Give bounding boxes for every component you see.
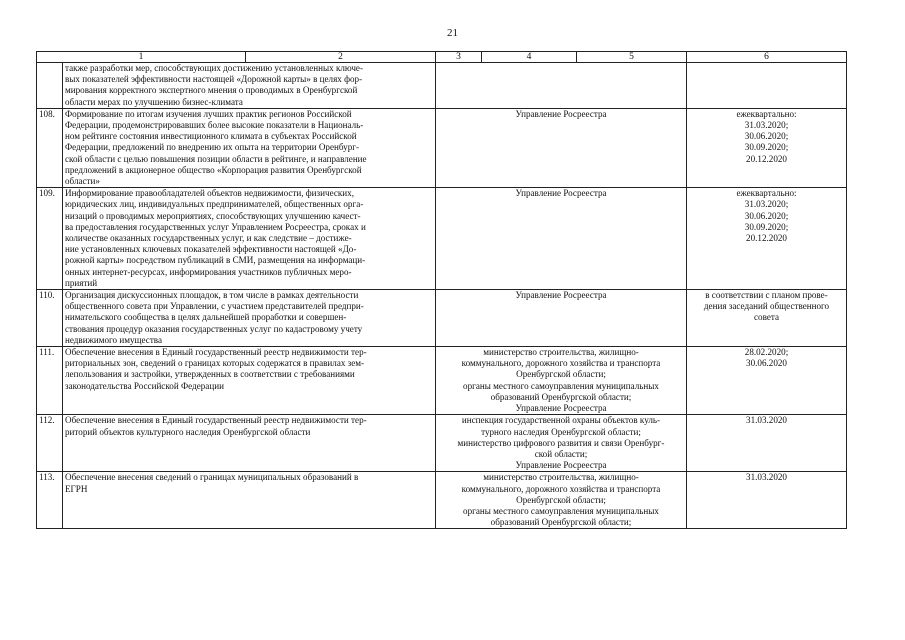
deadline-line: 31.03.2020; — [744, 199, 789, 210]
executor-line: ской области; — [534, 448, 588, 459]
description-line: мирования корректного экспертного мнения о проводимых в Оренбургской — [65, 85, 358, 96]
description-line: юридических лиц, индивидуальных предпринимателей, общественных орга- — [65, 199, 364, 210]
description-line: низаций о проводимых мероприятиях, способствующих улучшению качест- — [65, 210, 361, 221]
description-line: Обеспечение внесения сведений о границах муниципальных образований в — [65, 472, 359, 483]
description-line: области мерах по улучшению бизнес-климата — [65, 96, 243, 107]
deadline — [687, 63, 847, 109]
header-col-2: 2 — [246, 52, 436, 63]
roadmap-table — [36, 51, 847, 529]
header-col-6: 6 — [687, 52, 847, 63]
executor-line: коммунального, дорожного хозяйства и транспорта — [461, 483, 661, 494]
header-col-5: 5 — [577, 52, 687, 63]
description-line: ской области с целью повышения позиции области в рейтинге, и направление — [65, 153, 367, 164]
executor-line: образований Оренбургской области; — [490, 391, 632, 402]
deadline — [687, 290, 847, 347]
measure-description — [63, 347, 436, 415]
executor-line: Управление Росреестра — [515, 108, 607, 119]
row-number: 111. — [37, 347, 63, 415]
deadline-line: 30.09.2020; — [744, 142, 789, 153]
deadline-line: 31.03.2020 — [746, 415, 787, 426]
description-line: ва предоставления государственных услуг Управлением Росреестра, сроках и — [65, 221, 366, 232]
description-line: общественного совета при Управлении, с участием представителей предпри- — [65, 301, 364, 312]
deadline-line: 31.03.2020; — [744, 120, 789, 131]
table-row — [37, 347, 847, 415]
description-line: рожной карты» посредством публикаций в СМИ, размещения на информаци- — [65, 255, 366, 266]
description-line: Формирование по итогам изучения лучших практик регионов Российской — [65, 108, 352, 119]
row-number — [37, 63, 63, 109]
deadline-line: 28.02.2020; — [744, 347, 789, 358]
deadline-line: 31.03.2020 — [746, 472, 787, 483]
responsible-executor — [436, 188, 687, 290]
executor-line: министерство цифрового развития и связи Оренбург- — [457, 437, 665, 448]
header-col-4: 4 — [482, 52, 577, 63]
description-line: Информирование правообладателей объектов недвижимости, физических, — [65, 188, 354, 199]
table-row — [37, 108, 847, 187]
table-row — [37, 415, 847, 472]
executor-line: Оренбургской области; — [516, 494, 606, 505]
measure-description — [63, 290, 436, 347]
executor-line: Управление Росреестра — [515, 460, 607, 471]
description-line: нимательского сообщества в целях дальнейшей проработки и совершен- — [65, 312, 347, 323]
deadline — [687, 108, 847, 187]
executor-line: турного наследия Оренбургской области; — [481, 426, 641, 437]
description-line: вых показателей эффективности настоящей «Дорожной карты» в целях фор- — [65, 74, 363, 85]
executor-line: органы местного самоуправления муниципальных — [463, 380, 659, 391]
description-line: ЕГРН — [65, 483, 88, 494]
row-number: 108. — [37, 108, 63, 187]
deadline-line: 30.06.2020; — [744, 210, 789, 221]
description-line: Федерации, предложений по внедрению их опыта на территории Оренбург- — [65, 142, 360, 153]
description-line: приятий — [65, 277, 98, 288]
executor-line: министерство строительства, жилищно- — [483, 472, 639, 483]
header-col-3: 3 — [436, 52, 482, 63]
description-line: ствования процедур оказания государственных услуг по кадастровому учету — [65, 323, 363, 334]
deadline-line: 20.12.2020 — [746, 233, 787, 244]
deadline-line: ежеквартально: — [736, 108, 797, 119]
executor-line: Управление Росреестра — [515, 188, 607, 199]
table-row — [37, 472, 847, 529]
description-line: лепользования и застройки, утвержденных в соответствии с требованиями — [65, 369, 355, 380]
deadline-line: 30.06.2020; — [744, 131, 789, 142]
deadline-line: дения заседаний общественного — [703, 301, 830, 312]
description-line: недвижимого имущества — [65, 334, 162, 345]
deadline — [687, 188, 847, 290]
measure-description — [63, 472, 436, 529]
description-line: предложений в акционерное общество «Корпорация развития Оренбургской — [65, 164, 362, 175]
deadline — [687, 472, 847, 529]
executor-line: министерство строительства, жилищно- — [483, 347, 639, 358]
deadline-line: в соответствии с планом прове- — [705, 290, 828, 301]
executor-line: образований Оренбургской области; — [490, 517, 632, 528]
responsible-executor — [436, 290, 687, 347]
row-number: 113. — [37, 472, 63, 529]
measure-description — [63, 415, 436, 472]
responsible-executor — [436, 347, 687, 415]
row-number: 109. — [37, 188, 63, 290]
description-line: онных интернет-ресурсах, информирования участников публичных меро- — [65, 266, 352, 277]
deadline — [687, 347, 847, 415]
row-number: 112. — [37, 415, 63, 472]
table-row — [37, 290, 847, 347]
responsible-executor — [436, 472, 687, 529]
description-line: Обеспечение внесения в Единый государственный реестр недвижимости тер- — [65, 347, 367, 358]
deadline — [687, 415, 847, 472]
executor-line: Управление Росреестра — [515, 290, 607, 301]
description-line: Организация дискуссионных площадок, в том числе в рамках деятельности — [65, 290, 359, 301]
description-line: также разработки мер, способствующих достижению установленных ключе- — [65, 63, 363, 73]
table-body — [37, 63, 847, 529]
deadline-line: 30.06.2020 — [746, 358, 787, 369]
description-line: ном рейтинге состояния инвестиционного климата в субъектах Российской — [65, 131, 357, 142]
description-line: ние установленных ключевых показателей эффективности настоящей «До- — [65, 244, 357, 255]
executor-line: органы местного самоуправления муниципальных — [463, 505, 659, 516]
deadline-line: совета — [754, 312, 779, 323]
measure-description — [63, 108, 436, 187]
table-row — [37, 188, 847, 290]
deadline-line: ежеквартально: — [736, 188, 797, 199]
description-line: Федерации, продемонстрировавших более высокие показатели в Националь- — [65, 120, 364, 131]
row-number: 110. — [37, 290, 63, 347]
description-line: области» — [65, 176, 100, 187]
table-header-row — [37, 52, 847, 63]
responsible-executor — [436, 63, 687, 109]
header-col-1: 1 — [37, 52, 246, 63]
measure-description — [63, 188, 436, 290]
executor-line: Управление Росреестра — [515, 403, 607, 414]
executor-line: коммунального, дорожного хозяйства и транспорта — [461, 358, 661, 369]
executor-line: инспекция государственной охраны объектов куль- — [461, 415, 661, 426]
deadline-line: 20.12.2020 — [746, 153, 787, 164]
deadline-line: 30.09.2020; — [744, 221, 789, 232]
table-row — [37, 63, 847, 109]
description-line: количестве оказанных государственных услуг, и как следствие – достиже- — [65, 233, 352, 244]
description-line: законодательства Российской Федерации — [65, 380, 224, 391]
measure-description — [63, 63, 436, 109]
page-number: 21 — [447, 27, 458, 39]
description-line: Обеспечение внесения в Единый государственный реестр недвижимости тер- — [65, 415, 367, 426]
description-line: риториальных зон, сведений о границах которых содержатся в правилах зем- — [65, 358, 365, 369]
responsible-executor — [436, 108, 687, 187]
responsible-executor — [436, 415, 687, 472]
executor-line: Оренбургской области; — [516, 369, 606, 380]
description-line: риторий объектов культурного наследия Оренбургской области — [65, 426, 311, 437]
